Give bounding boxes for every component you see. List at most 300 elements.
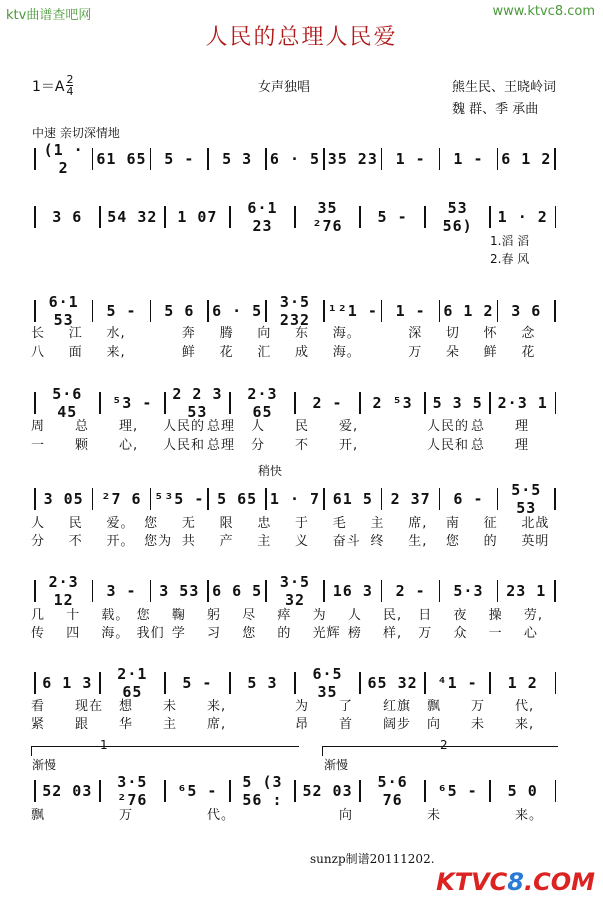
lyric-syllable: 开, — [339, 438, 359, 453]
lyric-syllable: 开。 — [106, 534, 135, 549]
lyric-syllable: 主 — [257, 534, 272, 549]
barline — [150, 488, 152, 510]
barline — [92, 300, 94, 322]
lyric-syllable: 周 — [31, 419, 46, 434]
lyric-syllable: 民 — [295, 419, 310, 434]
measure: 1 · 2 — [497, 208, 548, 226]
lyric-syllable: 颗 — [75, 438, 90, 453]
barline — [323, 580, 325, 602]
barline — [164, 206, 166, 228]
lyric-syllable: 学 — [171, 626, 186, 641]
verse-label-2: 2.春 风 — [490, 252, 530, 266]
lyric-syllable: 毛 — [332, 516, 347, 531]
lyric-syllable: 分 — [251, 438, 266, 453]
lyric-syllable: 代, — [515, 699, 535, 714]
ritardando-1: 渐慢 — [32, 758, 57, 772]
measure: ⁵3 - — [112, 394, 153, 412]
barline — [207, 580, 209, 602]
lyric-syllable: 向 — [427, 717, 442, 732]
barline — [207, 300, 209, 322]
measure: 1 07 — [177, 208, 218, 226]
measure: ¹²1 - — [327, 302, 378, 320]
lyric-syllable: 人 — [31, 516, 46, 531]
lyric-syllable: 四 — [66, 626, 81, 641]
measure: 1 2 — [507, 674, 538, 692]
lyric-syllable — [471, 804, 515, 822]
key-signature — [32, 74, 73, 97]
barline — [555, 206, 557, 228]
lyric-syllable: 为 — [295, 699, 310, 714]
lyric-line — [31, 434, 559, 452]
measure: 5·6 45 — [52, 385, 83, 421]
barline — [164, 780, 166, 802]
lyric-syllable: 人民和 — [427, 438, 470, 453]
lyric-syllable: 为 — [312, 608, 327, 623]
lyric-syllable: 人 — [347, 608, 362, 623]
lyric-syllable — [370, 322, 408, 340]
barline — [439, 580, 441, 602]
lyric-line — [31, 622, 559, 640]
lyric-syllable: 现在 — [75, 699, 104, 714]
lyric-syllable: 主 — [370, 516, 385, 531]
barline — [150, 580, 152, 602]
site-logo: KTVC8.COM — [436, 868, 595, 896]
barline — [439, 148, 441, 170]
volta-edge — [322, 746, 323, 756]
barline — [265, 300, 267, 322]
measure: 3·5 32 — [279, 573, 311, 609]
measure: ⁶5 - — [177, 782, 218, 800]
lyric-syllable: 成 — [295, 345, 310, 360]
barline — [554, 148, 556, 170]
barline — [34, 488, 36, 510]
lyric-syllable: 一 — [31, 438, 46, 453]
barline — [381, 300, 383, 322]
barline — [424, 206, 426, 228]
measure: 2·3 65 — [247, 385, 278, 421]
barline — [359, 780, 361, 802]
lyric-syllable: 鲜 — [483, 345, 498, 360]
barline — [294, 780, 296, 802]
lyric-syllable — [251, 695, 295, 713]
measure: 3 6 — [511, 302, 542, 320]
lyric-syllable: 海。 — [332, 345, 361, 360]
lyric-syllable: 念 — [521, 326, 536, 341]
barline — [164, 672, 166, 694]
lyric-syllable: 看 — [31, 699, 46, 714]
measure: 5 3 — [247, 674, 278, 692]
lyric-syllable: 飘 — [427, 699, 442, 714]
lyric-syllable: 义 — [295, 534, 310, 549]
lyric-syllable: 奔 — [181, 326, 196, 341]
ending-number-2: 2 — [440, 738, 448, 752]
lyric-line — [31, 415, 559, 433]
lyric-line — [31, 530, 559, 548]
barline — [381, 148, 383, 170]
measure: 5·6 76 — [377, 773, 408, 809]
measure: 5 (3 56 : — [242, 773, 283, 809]
lyric-syllable: 来, — [106, 345, 126, 360]
lyric-syllable: 不 — [295, 438, 310, 453]
lyric-syllable: 夜 — [453, 608, 468, 623]
barline — [294, 672, 296, 694]
measure: 3 - — [106, 582, 137, 600]
lyric-syllable: 人民和 — [163, 438, 206, 453]
lyric-syllable: 一 — [488, 626, 503, 641]
barline — [265, 580, 267, 602]
lyric-syllable — [75, 804, 119, 822]
lyric-syllable: 您 — [242, 626, 257, 641]
measure: 1 - — [453, 150, 484, 168]
barline — [359, 672, 361, 694]
lyric-syllable: 分 — [31, 534, 46, 549]
lyric-syllable: 汇 — [257, 345, 272, 360]
lyric-syllable: 海。 — [332, 326, 361, 341]
lyric-syllable: 几 — [31, 608, 46, 623]
lyric-syllable: 昂 — [295, 717, 310, 732]
lyric-syllable: 您 — [144, 516, 159, 531]
lyric-syllable: 江 — [68, 326, 83, 341]
score-row-4 — [31, 385, 559, 421]
measure: 3·5 ²76 — [117, 773, 148, 809]
barline — [150, 300, 152, 322]
barline — [34, 206, 36, 228]
lyric-syllable: 总 — [471, 438, 486, 453]
measure: 6 · 5 — [212, 302, 263, 320]
lyric-syllable: 瘁 — [277, 608, 292, 623]
measure: 6 1 3 — [42, 674, 93, 692]
measure: 5 6 — [164, 302, 195, 320]
lyric-syllable: 征 — [483, 516, 498, 531]
lyric-syllable: 来。 — [515, 808, 544, 823]
lyric-syllable — [144, 341, 182, 359]
ritardando-2: 渐慢 — [324, 758, 349, 772]
measure: 2·3 12 — [48, 573, 79, 609]
barline — [554, 580, 556, 602]
measure: 6 1 2 — [501, 150, 552, 168]
lyric-syllable: 爱。 — [106, 516, 135, 531]
barline — [381, 580, 383, 602]
barline — [323, 488, 325, 510]
lyric-syllable: 来, — [207, 699, 227, 714]
barline — [489, 780, 491, 802]
measure: 2 2 3 53 — [172, 385, 223, 421]
measure: 5 - — [182, 674, 213, 692]
lyric-syllable: 心, — [119, 438, 139, 453]
lyric-line — [31, 695, 559, 713]
barline — [229, 780, 231, 802]
score-row-2 — [31, 199, 559, 235]
barline — [489, 672, 491, 694]
lyric-syllable: 劳, — [523, 608, 543, 623]
measure: 52 03 — [302, 782, 353, 800]
lyric-syllable: 无 — [181, 516, 196, 531]
lyric-syllable: 奋斗 — [332, 534, 361, 549]
measure: 6 1 2 — [443, 302, 494, 320]
barline — [359, 206, 361, 228]
measure: 1 - — [395, 150, 426, 168]
measure: ⁶5 - — [437, 782, 478, 800]
measure: 3 6 — [52, 208, 83, 226]
barline — [99, 206, 101, 228]
score-row-5 — [31, 481, 559, 517]
barline — [497, 300, 499, 322]
lyric-syllable — [295, 804, 339, 822]
performance-type: 女声独唱 — [258, 80, 311, 95]
barline — [164, 392, 166, 414]
lyric-line — [31, 322, 559, 340]
lyric-syllable: 花 — [521, 345, 536, 360]
lyric-syllable: 鲜 — [181, 345, 196, 360]
barline — [229, 672, 231, 694]
lyric-syllable — [163, 804, 207, 822]
lyric-syllable: 紧 — [31, 717, 46, 732]
barline — [229, 206, 231, 228]
lyric-syllable: 民 — [68, 516, 83, 531]
barline — [439, 488, 441, 510]
barline — [34, 672, 36, 694]
lyric-syllable: 首 — [339, 717, 354, 732]
verse-label-1: 1.滔 滔 — [490, 234, 530, 248]
lyric-syllable: 躬 — [207, 608, 222, 623]
lyric-syllable — [383, 804, 427, 822]
measure: 6·1 53 — [48, 293, 79, 329]
site-name: ktv曲谱查吧网 — [6, 8, 92, 23]
barline — [497, 148, 499, 170]
barline — [555, 672, 557, 694]
lyric-syllable: 向 — [339, 808, 354, 823]
key-label: 1＝A — [32, 78, 65, 95]
lyric-line — [31, 512, 559, 530]
barline — [554, 300, 556, 322]
measure: 2 - — [395, 582, 426, 600]
lyric-syllable: 榜 — [347, 626, 362, 641]
lyric-syllable: 长 — [31, 326, 46, 341]
lyric-syllable: 您 — [445, 534, 460, 549]
lyric-syllable: 海。 — [101, 626, 130, 641]
lyric-syllable: 万 — [418, 626, 433, 641]
measure: 5 - — [106, 302, 137, 320]
lyric-syllable: 向 — [257, 326, 272, 341]
measure: 2 37 — [390, 490, 431, 508]
measure: 53 56) — [442, 199, 473, 235]
measure: 5 - — [377, 208, 408, 226]
measure: 23 1 — [506, 582, 547, 600]
measure: 52 03 — [42, 782, 93, 800]
lyric-syllable: 鞠 — [171, 608, 186, 623]
lyric-syllable: 的 — [483, 534, 498, 549]
lyric-syllable: 怀 — [483, 326, 498, 341]
site-url[interactable]: www.ktvc8.com — [492, 4, 595, 19]
lyric-syllable: 腾 — [219, 326, 234, 341]
lyric-syllable: 生, — [408, 534, 428, 549]
song-title: 人民的总理人民爱 — [205, 25, 398, 50]
lyric-syllable: 未 — [427, 808, 442, 823]
measure: ²7 6 — [101, 490, 142, 508]
lyric-syllable: 未 — [163, 699, 178, 714]
measure: 2·1 65 — [117, 665, 148, 701]
measure: 6 6 5 — [212, 582, 263, 600]
lyric-syllable: 我们 — [136, 626, 165, 641]
tempo-marking: 中速 亲切深情地 — [32, 126, 120, 140]
measure: 6·1 23 — [247, 199, 278, 235]
barline — [34, 780, 36, 802]
lyric-syllable: 跟 — [75, 717, 90, 732]
score-row-7 — [31, 665, 559, 701]
lyric-syllable: 总 — [471, 419, 486, 434]
barline — [439, 300, 441, 322]
lyric-syllable: 面 — [68, 345, 83, 360]
lyric-syllable: 想 — [119, 699, 134, 714]
ending-number-1: 1 — [100, 738, 108, 752]
measure: 16 3 — [332, 582, 373, 600]
barline — [555, 780, 557, 802]
lyric-syllable: 英明 — [521, 534, 550, 549]
lyric-line — [31, 341, 559, 359]
lyric-line — [31, 804, 559, 822]
lyric-syllable: 终 — [370, 534, 385, 549]
measure: ⁴1 - — [437, 674, 478, 692]
lyric-syllable: 传 — [31, 626, 46, 641]
barline — [229, 392, 231, 414]
barline — [92, 148, 94, 170]
lyric-syllable: 阔步 — [383, 717, 412, 732]
transcriber-note: sunzp制谱20111202. — [310, 852, 435, 866]
barline — [207, 488, 209, 510]
lyric-syllable: 深 — [408, 326, 423, 341]
lyric-syllable: 主 — [163, 717, 178, 732]
barline — [99, 392, 101, 414]
lyric-syllable: 您 — [136, 608, 151, 623]
lyric-syllable: 席, — [408, 516, 428, 531]
barline — [497, 488, 499, 510]
measure: ⁵³5 - — [154, 490, 205, 508]
lyric-syllable: 总理 — [207, 438, 236, 453]
barline — [265, 488, 267, 510]
barline — [92, 488, 94, 510]
lyric-syllable: 共 — [181, 534, 196, 549]
barline — [424, 780, 426, 802]
lyric-syllable: 朵 — [445, 345, 460, 360]
barline — [555, 392, 557, 414]
measure: 61 65 — [96, 150, 147, 168]
lyric-syllable: 不 — [68, 534, 83, 549]
lyrics-credit: 熊生民、王晓岭词 — [452, 80, 557, 95]
measure: 6 · 5 — [269, 150, 321, 168]
lyric-syllable: 产 — [219, 534, 234, 549]
lyric-syllable: 民, — [383, 608, 403, 623]
barline — [489, 392, 491, 414]
barline — [424, 392, 426, 414]
lyric-syllable — [251, 713, 295, 731]
lyric-syllable: 华 — [119, 717, 134, 732]
lyric-syllable: 水, — [106, 326, 126, 341]
measure: 3·5 232 — [279, 293, 311, 329]
measure: 5 0 — [507, 782, 538, 800]
barline — [323, 148, 325, 170]
volta-edge — [31, 746, 32, 756]
lyric-syllable — [370, 341, 408, 359]
lyric-syllable: 来, — [515, 717, 535, 732]
lyric-syllable: 了 — [339, 699, 354, 714]
measure: 5 - — [164, 150, 195, 168]
barline — [424, 672, 426, 694]
lyric-syllable: 总理 — [207, 419, 236, 434]
score-row-3 — [31, 293, 559, 329]
measure: 1 - — [395, 302, 426, 320]
lyric-syllable — [383, 415, 427, 433]
lyric-syllable: 红旗 — [383, 699, 412, 714]
lyric-syllable: 理 — [515, 438, 530, 453]
measure: 35 23 — [327, 150, 378, 168]
lyric-syllable: 限 — [219, 516, 234, 531]
lyric-syllable: 人民的 — [163, 419, 206, 434]
barline — [497, 580, 499, 602]
barline — [92, 580, 94, 602]
lyric-syllable: 万 — [471, 699, 486, 714]
measure: 35 ²76 — [312, 199, 343, 235]
lyric-syllable: 人民的 — [427, 419, 470, 434]
barline — [554, 488, 556, 510]
lyric-syllable: 席, — [207, 717, 227, 732]
measure: 3 05 — [43, 490, 84, 508]
score-row-6 — [31, 573, 559, 609]
barline — [359, 392, 361, 414]
lyric-syllable: 爱, — [339, 419, 359, 434]
measure: 5 3 — [222, 150, 253, 168]
measure: 5 65 — [217, 490, 258, 508]
lyric-syllable: 的 — [277, 626, 292, 641]
measure: 2·3 1 — [497, 394, 548, 412]
lyric-syllable: 忠 — [257, 516, 272, 531]
barline — [34, 392, 36, 414]
lyric-syllable: 心 — [523, 626, 538, 641]
barline — [489, 206, 491, 228]
lyric-syllable: 理, — [119, 419, 139, 434]
lyric-syllable: 理 — [515, 419, 530, 434]
barline — [294, 206, 296, 228]
measure: 1 · 7 — [269, 490, 321, 508]
music-credit: 魏 群、季 承曲 — [452, 102, 539, 117]
lyric-syllable: 众 — [453, 626, 468, 641]
measure: (1 · 2 — [43, 141, 84, 177]
volta-bracket-1 — [31, 746, 299, 747]
lyric-line — [31, 713, 559, 731]
lyric-syllable: 万 — [119, 808, 134, 823]
barline — [207, 148, 209, 170]
score-row-1 — [31, 141, 559, 177]
lyric-syllable: 操 — [488, 608, 503, 623]
lyric-syllable: 代。 — [207, 808, 236, 823]
lyric-syllable: 切 — [445, 326, 460, 341]
barline — [323, 300, 325, 322]
measure: 5·5 53 — [511, 481, 542, 517]
barline — [99, 780, 101, 802]
measure: 5 3 5 — [432, 394, 483, 412]
lyric-syllable: 未 — [471, 717, 486, 732]
lyric-syllable: 光辉 — [312, 626, 341, 641]
barline — [381, 488, 383, 510]
barline — [34, 580, 36, 602]
lyric-syllable: 东 — [295, 326, 310, 341]
lyric-syllable — [383, 434, 427, 452]
measure: 54 32 — [107, 208, 158, 226]
lyric-syllable: 北战 — [521, 516, 550, 531]
barline — [34, 300, 36, 322]
lyric-syllable: 十 — [66, 608, 81, 623]
lyric-syllable — [251, 804, 295, 822]
lyric-syllable: 南 — [445, 516, 460, 531]
